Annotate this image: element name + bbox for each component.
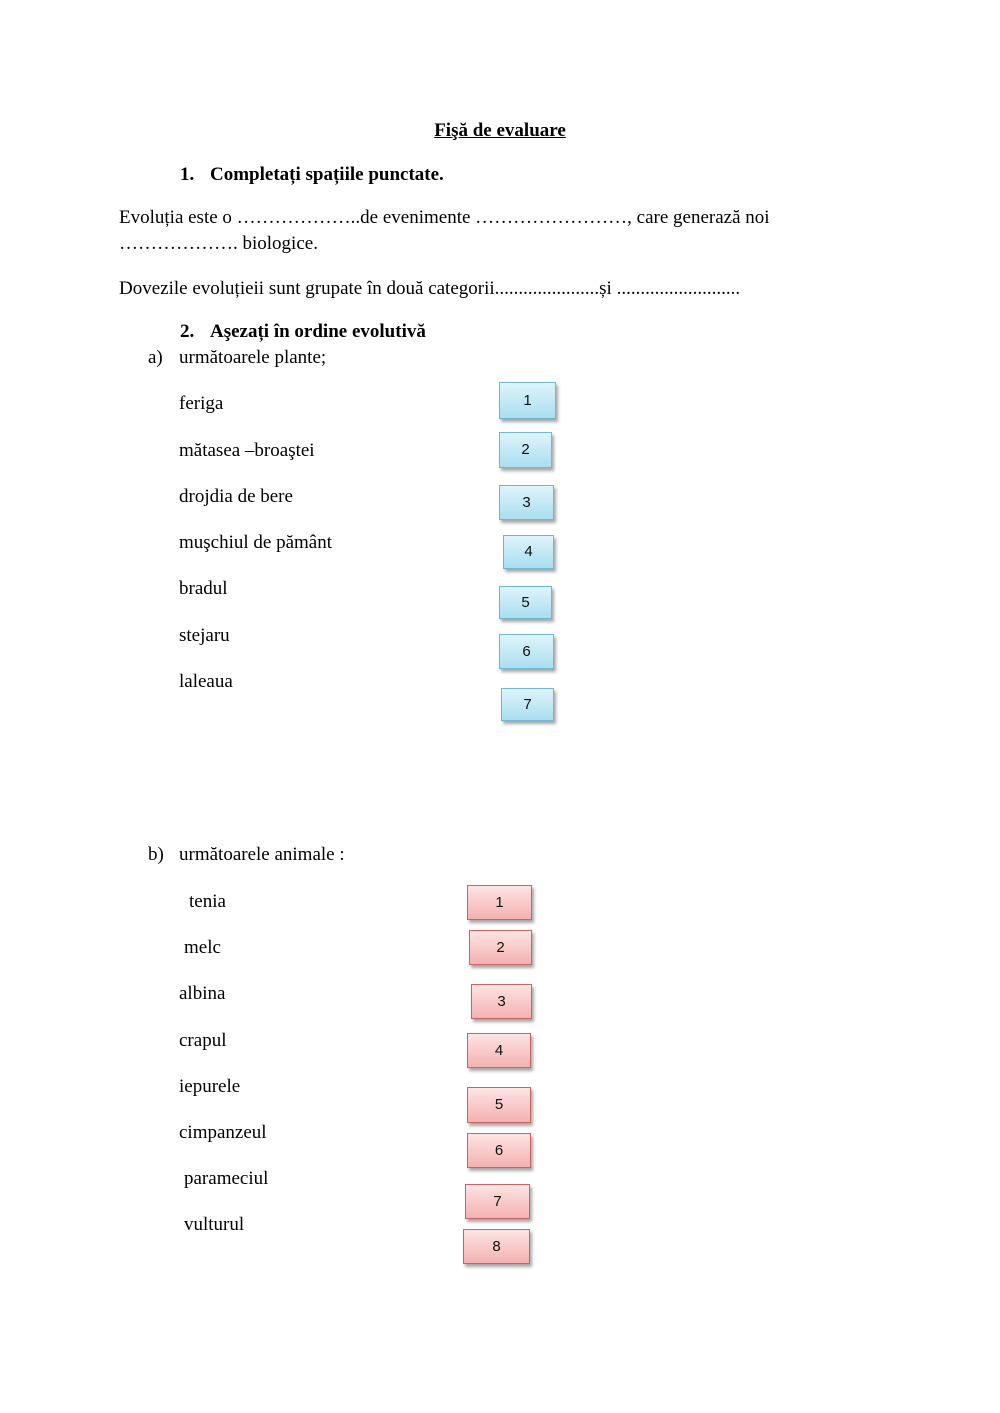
plant-item: bradul [179,578,228,599]
part-b-label: următoarele animale : [179,844,345,865]
part-a-label: următoarele plante; [179,347,327,368]
animal-item: parameciul [184,1168,269,1189]
plant-order-box[interactable]: 3 [499,485,554,520]
plant-order-box[interactable]: 5 [499,586,552,619]
animal-item: tenia [189,891,226,912]
animal-order-box[interactable]: 2 [469,930,532,965]
plant-item: stejaru [179,625,230,646]
section-2-heading: Aşezați în ordine evolutivă [210,321,426,342]
animal-order-box[interactable]: 7 [465,1184,530,1219]
page-title: Fişă de evaluare [434,120,566,141]
animal-order-box[interactable]: 1 [467,885,532,920]
animal-item: cimpanzeul [179,1122,267,1143]
animal-item: iepurele [179,1076,241,1097]
animal-item: albina [179,983,226,1004]
fill-line-3: Dovezile evoluțieii sunt grupate în două categorii......................și .......................... [119,278,741,299]
plant-item: feriga [179,393,224,414]
animal-order-box[interactable]: 6 [467,1133,531,1168]
fill-line-1: Evoluția este o ………………..de evenimente ……………………, care generază noi [119,207,770,228]
plant-item: mătasea –broaştei [179,440,315,461]
animal-item: melc [184,937,221,958]
plant-item: drojdia de bere [179,486,293,507]
fill-line-2: ………………. biologice. [119,233,318,254]
plant-order-box[interactable]: 2 [499,432,552,468]
animal-item: crapul [179,1030,227,1051]
animal-order-box[interactable]: 3 [471,984,532,1019]
animal-item: vulturul [184,1214,245,1235]
section-1-heading: Completați spațiile punctate. [210,164,444,185]
part-a-marker: a) [148,347,163,368]
section-1-number: 1. [180,164,195,185]
plant-order-box[interactable]: 1 [499,382,556,419]
plant-order-box[interactable]: 6 [499,634,554,669]
plant-order-box[interactable]: 4 [503,535,554,569]
section-2-number: 2. [180,321,195,342]
plant-item: muşchiul de pământ [179,532,333,553]
plant-order-box[interactable]: 7 [501,688,554,721]
animal-order-box[interactable]: 4 [467,1033,531,1068]
animal-order-box[interactable]: 5 [467,1087,531,1123]
part-b-marker: b) [148,844,164,865]
plant-item: laleaua [179,671,233,692]
animal-order-box[interactable]: 8 [463,1229,530,1264]
